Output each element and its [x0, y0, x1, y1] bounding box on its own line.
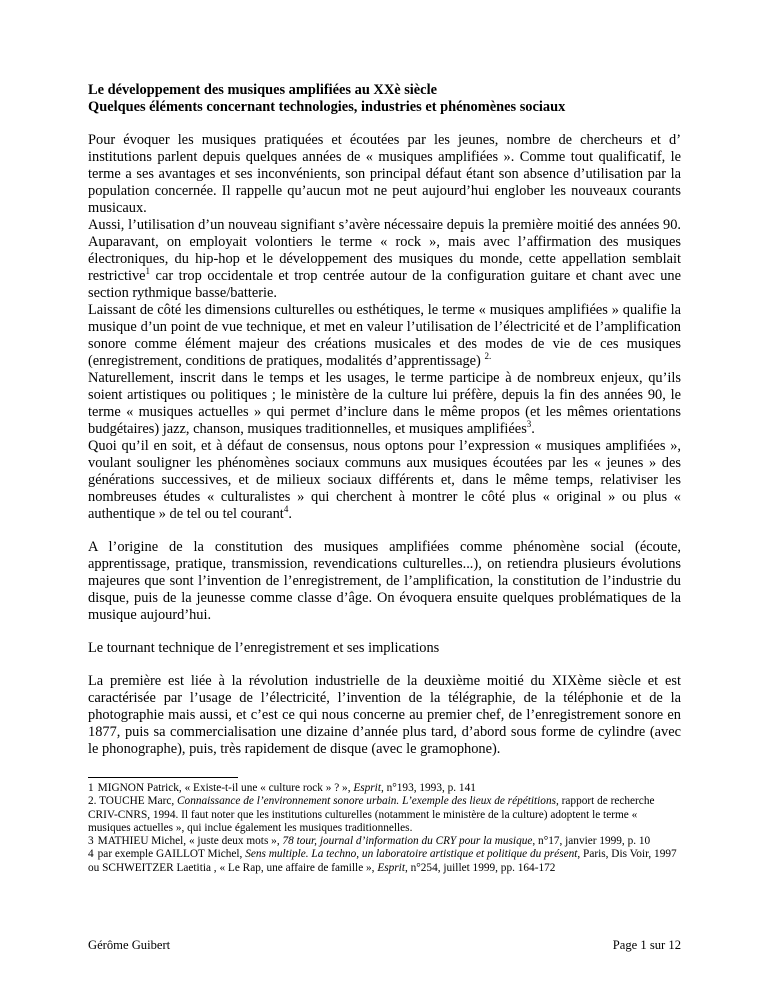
page-footer — [88, 938, 681, 953]
paragraph-consensus: Quoi qu’il en soit, et à défaut de consensus, nous optons pour l’expression « musiques amplifiées », voulant souligner les phénomènes sociaux communs aux musiques écoutées par les « jeunes » des générations successives, et de milieux sociaux différents et, dans le même temps, relativiser les nombreuses études « culturalistes » qui cherchent à montrer le côté plus « original » ou plus « authentique » de tel ou tel courant$^4$. — [88, 438, 681, 522]
footnote-ref-1[interactable]: 1 — [145, 266, 151, 277]
footnote-1: 1 MIGNON Patrick, « Existe-t-il une « culture rock » ? », Esprit, n°193, 1993, p. 141 — [88, 782, 476, 794]
paragraph-signifiant: Aussi, l’utilisation d’un nouveau signifiant s’avère nécessaire depuis la première moitié des années 90. Auparavant, on employait volontiers le terme « rock », mais avec l’affirmation des musiques électroniques, du hip-hop et le développement des musiques du monde, cette appellation semblait restrictive$^1$ car trop occidentale et trop centrée autour de la configuration guitare et chant avec une section rythmique basse/batterie. — [88, 217, 681, 301]
footnote-ref-4[interactable]: 4 — [283, 504, 289, 515]
footnote-3: 3 MATHIEU Michel, « juste deux mots », 78 tour, journal d’information du CRY pour la musique, n°17, janvier 1999, p. 10 — [88, 835, 651, 848]
footnote-4: 4 par exemple GAILLOT Michel, Sens multiple. La techno, un laboratoire artistique et politique du présent, Paris, Dis Voir, 1997 ou SCHWEITZER Laetitia , « Le Rap, une affaire de famille », Esprit, n°254, juillet 1999, pp. 164-172 — [88, 848, 677, 874]
document-page — [88, 82, 681, 875]
paragraph-enjeux: Naturellement, inscrit dans le temps et les usages, le terme participe à de nombreux enjeux, qu’ils soient artistiques ou politiques ; le ministère de la culture lui préfère, depuis la fin des années 90, le terme « musiques actuelles » qui permet d’inclure dans le même propos (et les mêmes orientations budgétaires) jazz, chanson, musiques traditionnelles, et musiques amplifiées$^3$. — [88, 370, 681, 437]
footer-page-number: Page 1 sur 12 — [612, 938, 681, 952]
footnote-2: 2. TOUCHE Marc, Connaissance de l’environnement sonore urbain. L’exemple des lieux de répétitions, rapport de recherche CRIV-CNRS, 1994. Il faut noter que les institutions culturelles (notamment le ministère de la culture) adoptent le terme « musiques actuelles », qui inclue également les musiques traditionnelles. — [88, 795, 655, 834]
document-title: Le développement des musiques amplifiées au XXè siècle — [88, 82, 437, 98]
footnote-ref-3[interactable]: 3 — [526, 419, 532, 430]
document-subtitle: Quelques éléments concernant technologies, industries et phénomènes sociaux — [88, 99, 566, 115]
paragraph-technique: Laissant de côté les dimensions culturelles ou esthétiques, le terme « musiques amplifiées » qualifie la musique d’un point de vue technique, et met en valeur l’utilisation de l’électricité et de l’amplification sonore comme élément majeur des créations musicales et des modes de vie de ces musiques (enregistrement, conditions de pratiques, modalités d’apprentissage) $^{2.}$ — [88, 302, 681, 369]
paragraph-intro: Pour évoquer les musiques pratiquées et écoutées par les jeunes, nombre de chercheurs et d’ institutions parlent depuis quelques années de « musiques amplifiées ». Comme tout qualificatif, le terme a ses avantages et ses inconvénients, son principal défaut étant son absence d’utilisation par la population concernée. Il rappelle qu’aucun mot ne peut aujourd’hui englober les nouveaux courants musicaux. — [88, 132, 681, 216]
footnote-ref-2[interactable]: 2. — [484, 351, 492, 362]
section-heading: Le tournant technique de l’enregistrement et ses implications — [88, 640, 440, 656]
footer-author: Gérôme Guibert — [88, 938, 171, 952]
paragraph-origine: A l’origine de la constitution des musiques amplifiées comme phénomène social (écoute, apprentissage, pratique, transmission, revendications culturelles...), on retiendra plusieurs évolutions majeures que sont l’invention de l’enregistrement, de l’amplification, la constitution de l’industrie du disque, puis de la jeunesse comme classe d’âge. On évoquera ensuite quelques problématiques de la musique aujourd’hui. — [88, 539, 681, 623]
paragraph-revolution: La première est liée à la révolution industrielle de la deuxième moitié du XIXème siècle et est caractérisée par l’usage de l’électricité, l’invention de la télégraphie, de la téléphonie et de la photographie mais aussi, et c’est ce qui nous concerne au premier chef, de l’enregistrement sonore en 1877, puis sa commercialisation une dizaine d’année plus tard, d’abord sous forme de cylindre (avec le phonographe), puis, très rapidement de disque (avec le gramophone). — [88, 673, 681, 757]
footnote-divider — [88, 777, 238, 778]
